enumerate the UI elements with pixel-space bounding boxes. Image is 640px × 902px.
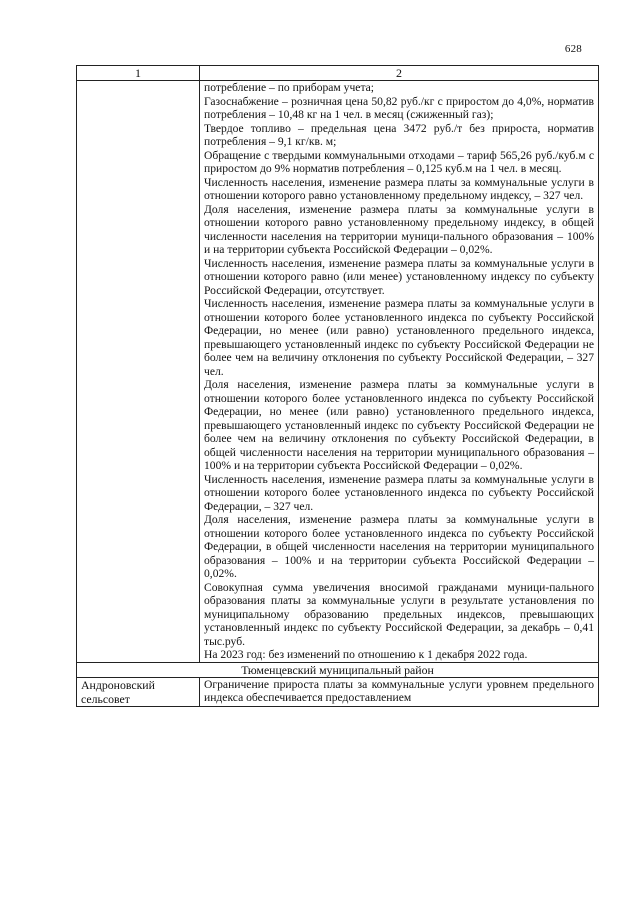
row-content-cell xyxy=(200,81,599,663)
paragraph: потребление – по приборам учета; xyxy=(204,81,375,94)
paragraph: Численность населения, изменение размера платы за коммунальные услуги в отношении которого более установленного индекса по субъекту Российской Федерации, – 327 чел. xyxy=(204,472,594,513)
paragraph: Обращение с твердыми коммунальными отходами – тариф 565,26 руб./куб.м с приростом до 9% норматив потребления – 0,125 куб.м на 1 чел. в месяц. xyxy=(204,148,594,175)
paragraph: Газоснабжение – розничная цена 50,82 руб./кг с приростом до 4,0%, норматив потребления – 10,48 кг на 1 чел. в месяц (сжиженный газ); xyxy=(204,94,594,121)
document-table xyxy=(76,65,599,707)
table-header-row xyxy=(77,66,599,81)
paragraph: На 2023 год: без изменений по отношению к 1 декабря 2022 года. xyxy=(204,648,528,661)
paragraph: Совокупная сумма увеличения вносимой гражданами муници-пального образования платы за коммунальные услуги в результате установления по муниципальному образованию предельных индексов, превышающих установленный индекс по субъекту Российской Федерации, за декабрь – 0,41 тыс.руб. xyxy=(204,580,594,648)
section-row xyxy=(77,662,599,677)
row-name-cell xyxy=(77,81,200,663)
column-2-header: 2 xyxy=(200,66,599,81)
paragraph: Твердое топливо – предельная цена 3472 руб./т без прироста, норматив потребления – 9,1 кг/кв. м; xyxy=(204,121,594,148)
row-content-cell xyxy=(200,677,599,706)
paragraph: Численность населения, изменение размера платы за коммунальные услуги в отношении которого равно (или менее) установленному индексу по субъекту Российской Федерации, отсутствует. xyxy=(204,256,594,297)
table-row xyxy=(77,677,599,706)
municipality-name: Андроновский сельсовет xyxy=(77,677,200,706)
paragraph: Ограничение прироста платы за коммунальные услуги уровнем предельного индекса обеспечивается предоставлением xyxy=(204,677,594,704)
paragraph: Численность населения, изменение размера платы за коммунальные услуги в отношении которого равно установленному предельному индексу, – 327 чел. xyxy=(204,175,594,202)
paragraph: Доля населения, изменение размера платы за коммунальные услуги в отношении которого более установленного индекса по субъекту Российской Федерации, в общей численности населения на территории муниципального образования – 100% и на территории субъекта Российской Федерации – 0,02%. xyxy=(204,513,594,580)
section-title: Тюменцевский муниципальный район xyxy=(77,662,599,677)
paragraph: Доля населения, изменение размера платы за коммунальные услуги в отношении которого равно установленному предельному индексу, в общей численности населения на территории муници-пального образования – 100% и на территории субъекта Российской Федерации – 0,02%. xyxy=(204,202,594,256)
paragraph: Численность населения, изменение размера платы за коммунальные услуги в отношении которого более установленного индекса по субъекту Российской Федерации, но менее (или равно) установленного предельного индекса, превышающего установленный индекс по субъекту Российской Федерации не более чем на величину отклонения по субъекту Российской Федерации, – 327 чел. xyxy=(204,297,594,378)
paragraph: Доля населения, изменение размера платы за коммунальные услуги в отношении которого более установленного индекса по субъекту Российской Федерации, но менее (или равно) установленного предельного индекса, превышающего установленный индекс по субъекту Российской Федерации не более чем на величину отклонения по субъекту Российской Федерации, в общей численности населения на территории муниципального образования – 100% и на территории субъекта Российской Федерации – 0,02%. xyxy=(204,378,594,472)
page-number: 628 xyxy=(564,43,582,55)
table-row xyxy=(77,81,599,663)
column-1-header: 1 xyxy=(77,66,200,81)
